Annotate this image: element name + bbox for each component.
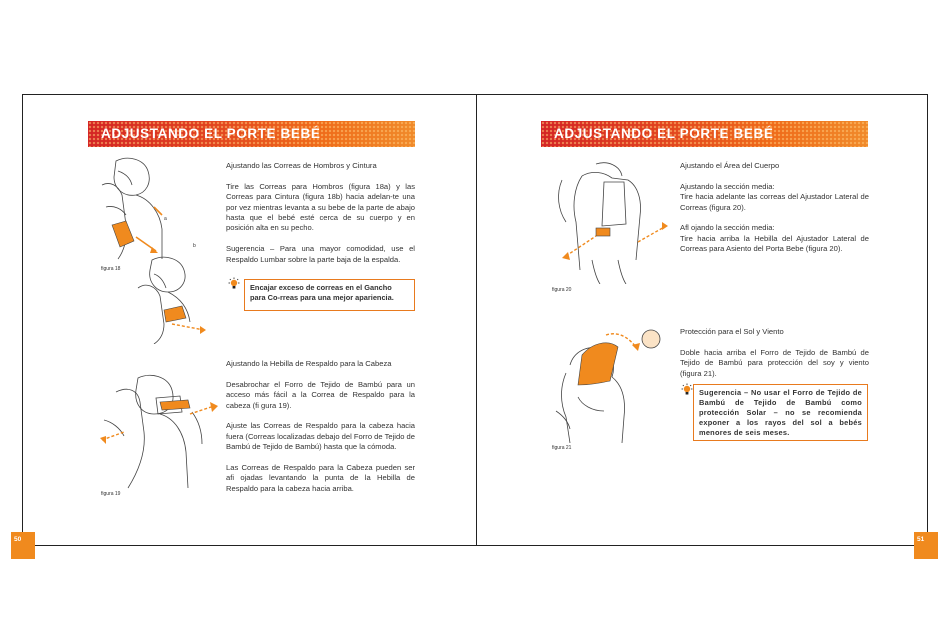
figure-18a-marker: a xyxy=(164,216,167,222)
section-text-body-area xyxy=(680,161,869,265)
section-heading: Ajustando las Correas de Hombros y Cintura xyxy=(226,161,377,170)
section-heading: Ajustando el Área del Cuerpo xyxy=(680,161,780,170)
tip-box: Sugerencia – No usar el Forro de Tejido de Bambú de Tejido de Bambú como protección Solar – no se recomienda exponer a los rayos del sol a bebés menores de seis meses. xyxy=(693,384,868,441)
figure-21-illustration xyxy=(552,325,664,443)
lightbulb-icon xyxy=(227,277,241,291)
section-banner-left: ADJUSTANDO EL PORTE BEBÉ xyxy=(88,121,415,147)
paragraph: Ajustando la sección media: Tire hacia adelante las correas del Ajustador Lateral de Correas (figura 20). xyxy=(680,181,869,212)
paragraph: Desabrochar el Forro de Tejido de Bambú para un acceso más fácil a la Correa de Respaldo para la cabeza (fi gura 19). xyxy=(226,379,415,410)
page-number-left: 50 xyxy=(11,532,35,559)
figure-18b-illustration xyxy=(134,252,210,344)
figure-19-illustration xyxy=(98,372,220,490)
sun-icon xyxy=(642,330,660,348)
section-banner-right: ADJUSTANDO EL PORTE BEBÉ xyxy=(541,121,868,147)
tip-box: Encajar exceso de correas en el Gancho para Co-rreas para una mejor apariencia. xyxy=(244,279,415,311)
figure-19-label: figura 19 xyxy=(101,491,121,497)
page-gutter xyxy=(476,94,477,546)
paragraph: Doble hacia arriba el Forro de Tejido de Bambú de Tejido de Bambú para protección del soy y viento (figura 21). xyxy=(680,347,869,378)
paragraph: Las Correas de Respaldo para la Cabeza pueden ser afi ojadas levantando la punta de la Hebilla de Respaldo para la cabeza hacia arriba. xyxy=(226,463,415,493)
lightbulb-icon xyxy=(680,383,694,397)
figure-18a-illustration xyxy=(96,155,166,263)
figure-18b-marker: b xyxy=(193,243,196,249)
paragraph: Afl ojando la sección media: Tire hacia arriba la Hebilla del Ajustador Lateral de Correas para Asiento del Porta Bebe (figura 20). xyxy=(680,223,869,254)
section-text-shoulder-waist xyxy=(226,161,415,275)
paragraph: Ajuste las Correas de Respaldo para la cabeza hacia fuera (Correas localizadas debajo del Forro de Tejido de Bambú de Tejido de Bambú) hasta que la cómoda. xyxy=(226,421,415,452)
page-number-right: 51 xyxy=(914,532,938,559)
paragraph: Tire las Correas para Hombros (figura 18a) y las Correas para Cintura (figura 18b) hacia adelan-te una por vez mientras levanta a su bebe de la parte de abajo hasta que el bebé esté cerca de su cuerpo y en posición alta en su pecho. xyxy=(226,181,415,233)
paragraph: Sugerencia – Para una mayor comodidad, use el Respaldo Lumbar sobre la parte baja de la espalda. xyxy=(226,244,415,264)
figure-20-illustration xyxy=(552,160,670,284)
figure-18-label: figura 18 xyxy=(101,266,121,272)
section-text-head-support xyxy=(226,359,415,505)
section-heading: Ajustando la Hebilla de Respaldo para la Cabeza xyxy=(226,359,392,368)
section-heading: Protección para el Sol y Viento xyxy=(680,327,784,336)
section-text-sun-wind xyxy=(680,327,869,389)
figure-21-label: figura 21 xyxy=(552,445,572,451)
figure-20-label: figura 20 xyxy=(552,287,572,293)
